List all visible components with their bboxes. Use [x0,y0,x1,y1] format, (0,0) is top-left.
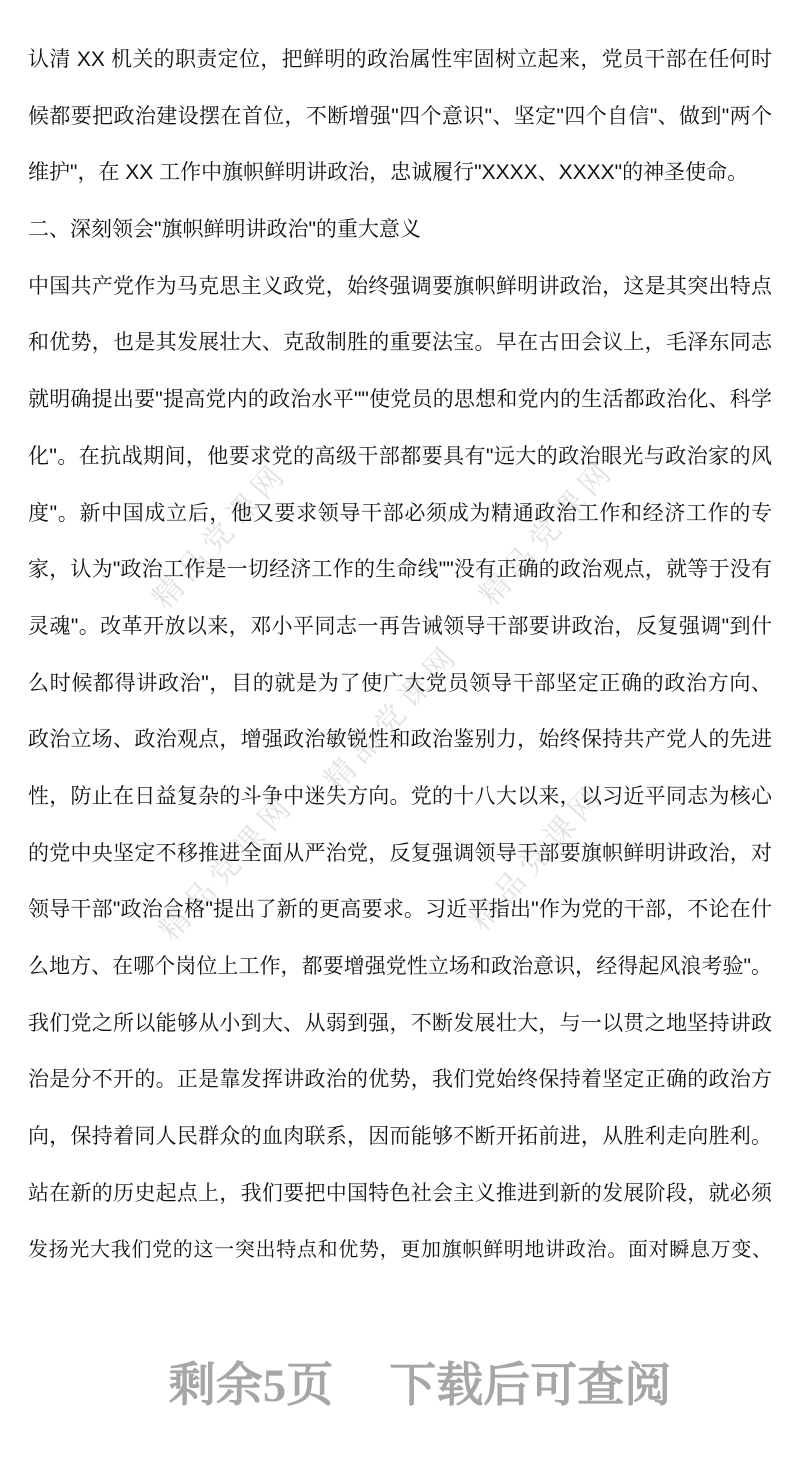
text-line: 我们党之所以能够从小到大、从弱到强，不断发展壮大，与一以贯之地坚持讲政 [28,1011,772,1035]
watermark-text: 精品党课网 [153,787,302,948]
text-line: 发扬光大我们党的这一突出特点和优势，更加旗帜鲜明地讲政治。面对瞬息万变、 [28,1239,772,1262]
text-line: 灵魂"。改革开放以来，邓小平同志一再告诫领导干部要讲政治，反复强调"到什 [28,614,772,638]
text-line: 化"。在抗战期间，他要求党的高级干部都要具有"远大的政治眼光与政治家的风 [28,444,772,468]
document-page [28,32,772,1279]
text-line: 的党中央坚定不移推进全面从严治党，反复强调领导干部要旗帜鲜明讲政治，对 [28,841,772,865]
text-line: 维护"，在 XX 工作中旗帜鲜明讲政治，忠诚履行"XXXX、XXXX"的神圣使命。 [28,161,749,185]
text-line: 认清 XX 机关的职责定位，把鲜明的政治属性牢固树立起来，党员干部在任何时 [28,48,772,71]
text-line: 领导干部"政治合格"提出了新的更高要求。习近平指出"作为党的干部，不论在什 [28,898,772,922]
text-line: 么地方、在哪个岗位上工作，都要增强党性立场和政治意识，经得起风浪考验"。 [28,955,772,978]
text-line: 中国共产党作为马克思主义政党，始终强调要旗帜鲜明讲政治，这是其突出特点 [28,274,772,298]
remaining-pages-label: 剩余5页 [168,1360,334,1412]
text-line: 政治立场、政治观点，增强政治敏锐性和政治鉴别力，始终保持共产党人的先进 [28,728,772,752]
text-line: 和优势，也是其发展壮大、克敌制胜的重要法宝。早在古田会议上，毛泽东同志 [28,331,772,355]
watermark-text: 精品党课网 [463,777,612,938]
watermark-text: 精品党课网 [146,455,295,616]
text-line: 家，认为"政治工作是一切经济工作的生命线""没有正确的政治观点，就等于没有 [28,558,772,582]
text-line: 站在新的历史起点上，我们要把中国特色社会主义推进到新的发展阶段，就必须 [28,1181,772,1205]
section-heading: 二、深刻领会"旗帜鲜明讲政治"的重大意义 [28,218,421,242]
text-line: 候都要把政治建设摆在首位，不断增强"四个意识"、坚定"四个自信"、做到"两个 [28,104,772,128]
preview-footer [20,1348,800,1415]
text-line: 就明确提出要"提高党内的政治水平""使党员的思想和党内的生活都政治化、科学 [28,388,772,412]
watermark-text: 精品党课网 [473,452,622,613]
text-line: 性，防止在日益复杂的斗争中迷失方向。党的十八大以来，以习近平同志为核心 [28,784,772,808]
watermark-text: 精品党课网 [318,637,467,798]
text-line: 么时候都得讲政治"，目的就是为了使广大党员领导干部坚定正确的政治方向、 [28,671,772,695]
text-line: 度"。新中国成立后，他又要求领导干部必须成为精通政治工作和经济工作的专 [28,501,772,525]
text-line: 向，保持着同人民群众的血肉联系，因而能够不断开拓前进，从胜利走向胜利。 [28,1125,772,1149]
text-line: 治是分不开的。正是靠发挥讲政治的优势，我们党始终保持着坚定正确的政治方 [28,1068,772,1092]
download-hint-label: 下载后可查阅 [389,1360,672,1412]
